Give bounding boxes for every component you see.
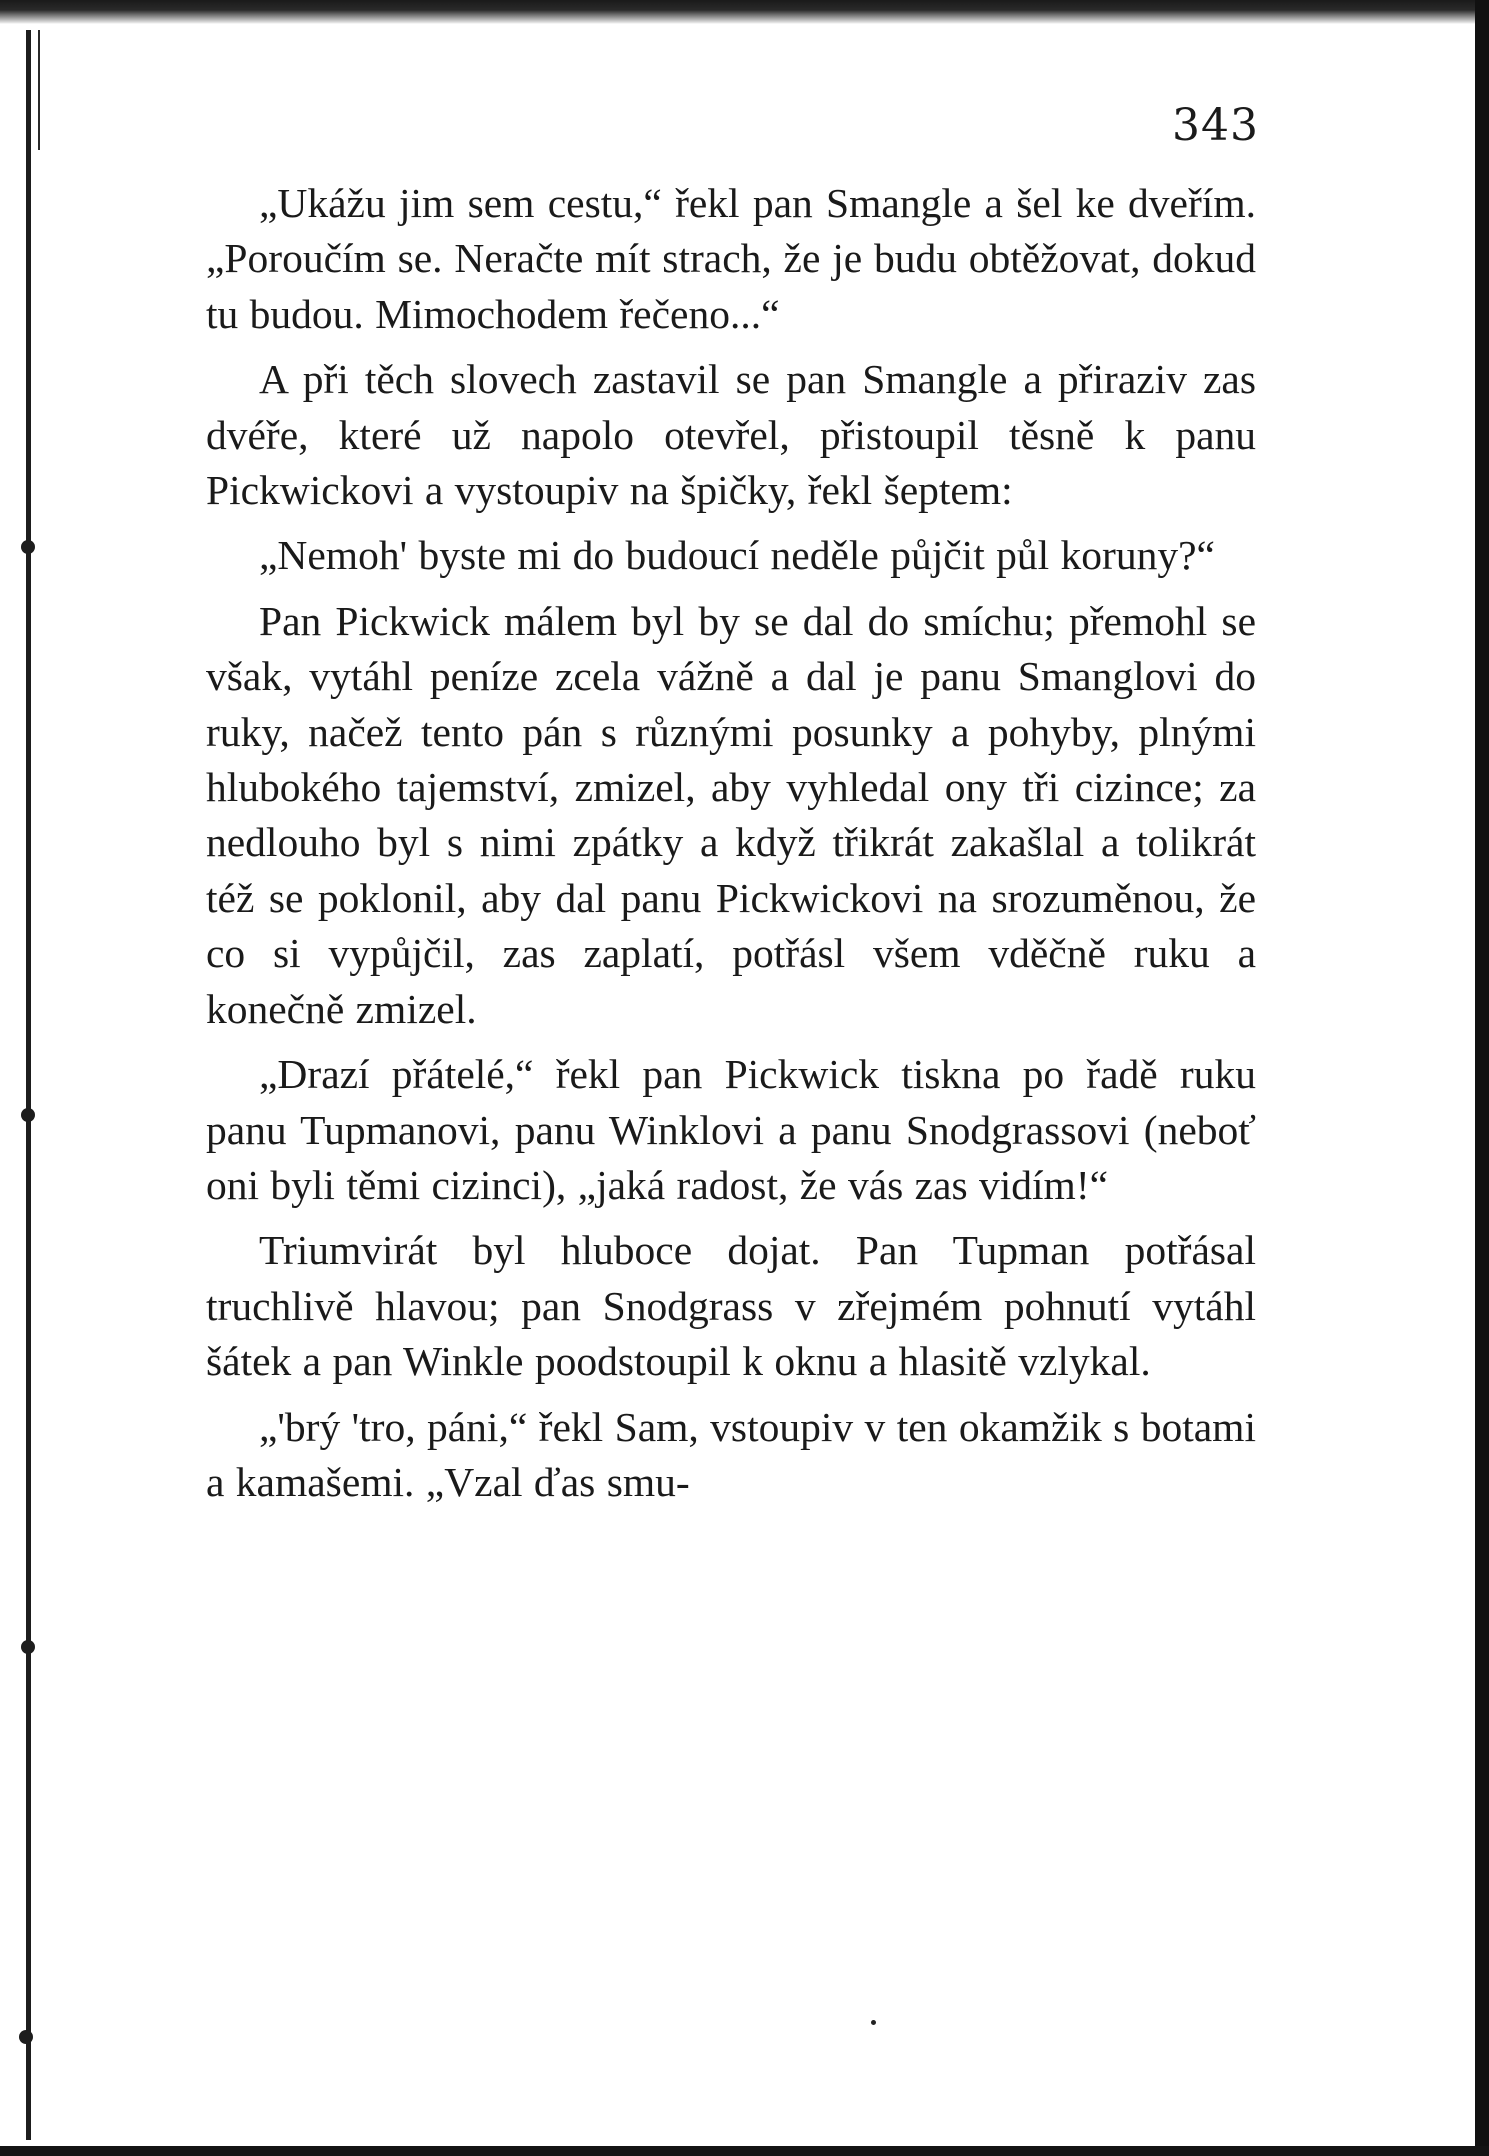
page-number: 343 xyxy=(1172,100,1259,151)
gutter-mark xyxy=(19,2030,33,2044)
paragraph: „Ukážu jim sem cestu,“ řekl pan Smangle a šel ke dveřím. „Poroučím se. Neračte mít strach, že je budu obtěžovat, dokud tu budou. Mimochodem řečeno...“ xyxy=(206,180,1256,337)
scan-speck xyxy=(871,2020,876,2025)
paragraph: Pan Pickwick málem byl by se dal do smíchu; přemohl se však, vytáhl peníze zcela vážně a dal je panu Smanglovi do ruky, načež tento pán s různými posunky a pohyby, plnými hlubokého tajemství, zmizel, aby vyhledal ony tři cizince; za nedlouho byl s nimi zpátky a když třikrát zakašlal a tolikrát též se poklonil, aby dal panu Pickwickovi na srozuměnou, že co si vypůjčil, zas zaplatí, potřásl všem vděčně ruku a konečně zmizel. xyxy=(206,597,1256,1032)
scan-bottom-edge xyxy=(0,2146,1489,2156)
gutter-mark xyxy=(21,1640,35,1654)
gutter-mark xyxy=(21,540,35,554)
body-text xyxy=(206,176,1256,1520)
scan-right-edge xyxy=(1475,0,1489,2156)
paragraph: A při těch slovech zastavil se pan Smangle a přiraziv zas dvéře, které už napolo otevřel, přistoupil těsně k panu Pickwickovi a vystoupiv na špičky, řekl šeptem: xyxy=(206,356,1256,514)
paragraph: „'brý 'tro, páni,“ řekl Sam, vstoupiv v ten okamžik s botami a kamašemi. „Vzal ďas smu- xyxy=(206,1403,1256,1505)
binding-gutter-line-thin xyxy=(38,30,40,150)
paragraph: „Nemoh' byste mi do budoucí neděle půjčit půl koruny?“ xyxy=(259,532,1215,579)
scan-top-edge xyxy=(0,0,1489,24)
paragraph: „Drazí přátelé,“ řekl pan Pickwick tiskna po řadě ruku panu Tupmanovi, panu Winklovi a panu Snodgrassovi (neboť oni byli těmi cizinci), „jaká radost, že vás zas vidím!“ xyxy=(206,1051,1256,1208)
paragraph: Triumvirát byl hluboce dojat. Pan Tupman potřásal truchlivě hlavou; pan Snodgrass v zřejmém pohnutí vytáhl šátek a pan Winkle poodstoupil k oknu a hlasitě vzlykal. xyxy=(206,1227,1256,1385)
gutter-mark xyxy=(21,1108,35,1122)
binding-gutter-line xyxy=(26,30,31,2140)
